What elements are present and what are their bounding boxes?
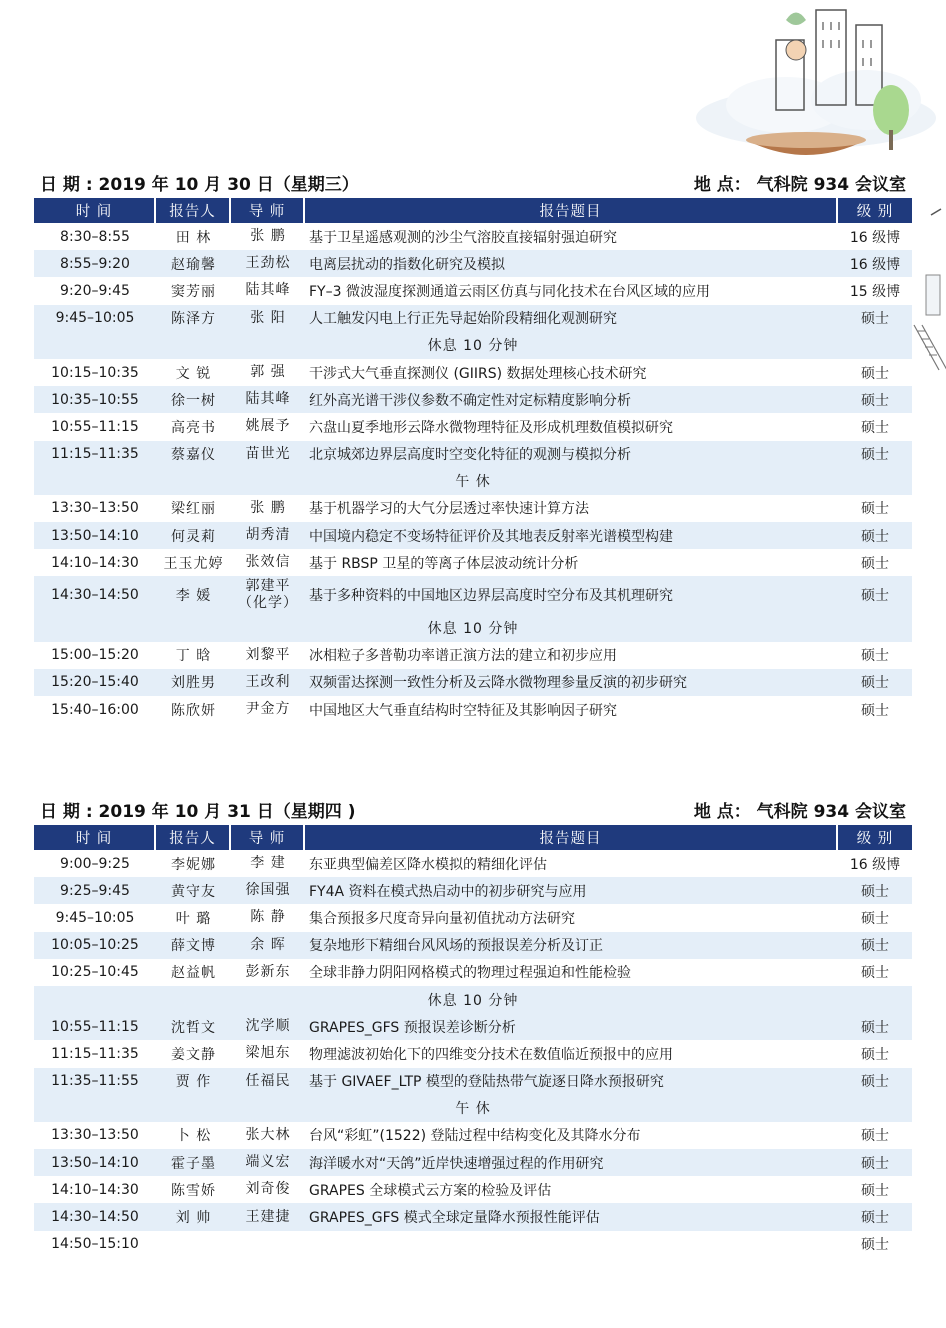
talk-time: 10:25–10:45 [51, 964, 139, 981]
talk-level: 硕士 [861, 648, 889, 665]
talk-speaker: 沈哲文 [156, 1013, 231, 1040]
talk-row [34, 696, 912, 723]
talk-time: 14:10–14:30 [51, 554, 139, 571]
talk-level: 硕士 [861, 702, 889, 719]
talk-time: 10:55–11:15 [51, 418, 139, 435]
talk-advisor: 任福民 [231, 1068, 305, 1095]
header-advisor: 导 师 [231, 198, 305, 223]
session-venue: 地 点： 气科院 934 会议室 [693, 175, 906, 195]
talk-level: 硕士 [861, 965, 889, 982]
talk-title: 基于多种资料的中国地区边界层高度时空分布及其机理研究 [305, 576, 838, 614]
talk-row [34, 305, 912, 332]
talk-row [34, 1176, 912, 1203]
side-decoration [906, 205, 946, 375]
talk-title: 基于 RBSP 卫星的等离子体层波动统计分析 [309, 555, 579, 572]
talk-title: 双频雷达探测一致性分析及云降水微物理参量反演的初步研究 [305, 669, 838, 696]
talk-time: 14:30–14:50 [34, 1203, 156, 1230]
talk-time: 15:40–16:00 [51, 701, 139, 718]
talk-speaker: 丁 晗 [175, 648, 212, 665]
talk-level: 硕士 [838, 522, 912, 549]
talk-speaker: 李妮娜 [171, 856, 216, 873]
talk-advisor: 刘奇俊 [245, 1181, 291, 1198]
talk-advisor: 梁旭东 [245, 1045, 291, 1062]
header-time: 时 间 [34, 198, 156, 223]
talk-title: 电离层扰动的指数化研究及模拟 [305, 250, 838, 277]
city-illustration [666, 0, 946, 175]
talk-level: 硕士 [861, 1182, 889, 1199]
talk-title: FY4A 资料在模式热启动中的初步研究与应用 [305, 877, 838, 904]
talk-level: 15 级博 [849, 283, 901, 300]
talk-speaker: 刘胜男 [156, 669, 231, 696]
talk-speaker: 陈欣妍 [171, 702, 216, 719]
talk-speaker: 陈雪娇 [171, 1182, 216, 1199]
talk-speaker: 李 媛 [156, 576, 231, 614]
talk-speaker: 霍子墨 [156, 1149, 231, 1176]
talk-row [34, 495, 912, 522]
talk-time: 15:00–15:20 [51, 647, 139, 664]
talk-advisor: 徐国强 [231, 877, 305, 904]
header-speaker: 报告人 [156, 198, 231, 223]
talk-time: 13:30–13:50 [51, 500, 139, 517]
break-row [34, 332, 912, 359]
talk-title: FY–3 微波湿度探测通道云雨区仿真与同化技术在台风区域的应用 [309, 283, 710, 300]
talk-title: 中国地区大气垂直结构时空特征及其影响因子研究 [309, 702, 617, 719]
talk-title: 基于卫星遥感观测的沙尘气溶胶直接辐射强迫研究 [309, 229, 617, 246]
talk-time: 11:15–11:35 [34, 441, 156, 468]
talk-time: 10:55–11:15 [34, 1013, 156, 1040]
talk-advisor: 姚展予 [245, 418, 291, 435]
talk-speaker: 何灵莉 [156, 522, 231, 549]
talk-time: 13:30–13:50 [51, 1127, 139, 1144]
talk-row [34, 932, 912, 959]
talk-row [34, 1122, 912, 1149]
talk-speaker: 窦芳丽 [171, 283, 216, 300]
break-row [34, 614, 912, 641]
talk-level: 硕士 [861, 365, 889, 382]
talk-row [34, 669, 912, 696]
header-level: 级 别 [838, 825, 912, 850]
talk-advisor: 胡秀清 [231, 522, 305, 549]
talk-speaker: 姜文静 [171, 1046, 216, 1063]
schedule-day-1 [34, 170, 912, 723]
talk-time: 9:20–9:45 [60, 282, 130, 299]
talk-level: 硕士 [861, 419, 889, 436]
talk-row [34, 576, 912, 614]
talk-title: 东亚典型偏差区降水模拟的精细化评估 [309, 856, 547, 873]
talk-row [34, 1231, 912, 1258]
talk-advisor: 张 鹏 [250, 228, 286, 245]
break-label: 午 休 [34, 1095, 912, 1122]
talk-time: 14:10–14:30 [51, 1181, 139, 1198]
talk-level: 16 级博 [849, 856, 901, 873]
session-header [34, 797, 912, 825]
talk-time: 10:35–10:55 [34, 386, 156, 413]
talk-level: 硕士 [838, 305, 912, 332]
talk-time: 9:00–9:25 [60, 855, 130, 872]
talk-time: 10:05–10:25 [34, 932, 156, 959]
talk-level: 硕士 [838, 1203, 912, 1230]
header-speaker: 报告人 [156, 825, 231, 850]
talk-time: 10:15–10:35 [51, 364, 139, 381]
session-venue: 地 点： 气科院 934 会议室 [693, 802, 906, 822]
talk-title [305, 1231, 838, 1258]
talk-level: 16 级博 [838, 250, 912, 277]
talk-level: 硕士 [838, 576, 912, 614]
talk-level: 硕士 [838, 669, 912, 696]
break-label: 休息 10 分钟 [34, 332, 912, 359]
talk-title: 基于机器学习的大气分层透过率快速计算方法 [309, 501, 589, 518]
talk-row [34, 1203, 912, 1230]
talk-row [34, 441, 912, 468]
talk-title: 台风“彩虹”(1522) 登陆过程中结构变化及其降水分布 [309, 1128, 641, 1145]
talk-row [34, 250, 912, 277]
talk-level: 硕士 [838, 386, 912, 413]
talk-advisor: 李 建 [250, 855, 286, 872]
talk-level: 硕士 [861, 1128, 889, 1145]
talk-row [34, 359, 912, 386]
talk-title: 红外高光谱干涉仪参数不确定性对定标精度影响分析 [305, 386, 838, 413]
talk-speaker: 蔡嘉仪 [156, 441, 231, 468]
talk-title: 干涉式大气垂直探测仪 (GIIRS) 数据处理核心技术研究 [309, 365, 647, 382]
talk-level: 硕士 [838, 1013, 912, 1040]
header-time: 时 间 [34, 825, 156, 850]
talk-speaker: 赵瑜馨 [156, 250, 231, 277]
talk-speaker: 叶 璐 [175, 910, 212, 927]
talk-advisor: 尹金方 [245, 701, 291, 718]
talk-time: 8:30–8:55 [60, 228, 130, 245]
talk-title: 基于 GIVAEF_LTP 模型的登陆热带气旋逐日降水预报研究 [305, 1068, 838, 1095]
talk-advisor: 郭建平（化学） [231, 576, 305, 614]
talk-time: 11:35–11:55 [34, 1068, 156, 1095]
schedule-table [34, 198, 912, 723]
talk-row [34, 877, 912, 904]
talk-row [34, 1068, 912, 1095]
talk-advisor: 王建捷 [231, 1203, 305, 1230]
talk-speaker: 文 锐 [175, 365, 212, 382]
break-row [34, 1095, 912, 1122]
talk-time: 9:25–9:45 [34, 877, 156, 904]
talk-time: 15:20–15:40 [34, 669, 156, 696]
talk-time: 13:50–14:10 [34, 1149, 156, 1176]
talk-level: 硕士 [838, 441, 912, 468]
talk-speaker: 贾 作 [156, 1068, 231, 1095]
talk-speaker [156, 1231, 231, 1258]
talk-advisor: 陆其峰 [231, 386, 305, 413]
break-row [34, 468, 912, 495]
talk-row [34, 904, 912, 931]
talk-row [34, 277, 912, 304]
header-title: 报告题目 [305, 198, 838, 223]
talk-advisor: 王改利 [231, 669, 305, 696]
header-title: 报告题目 [305, 825, 838, 850]
talk-advisor: 苗世光 [231, 441, 305, 468]
break-label: 午 休 [34, 468, 912, 495]
talk-speaker: 薛文博 [156, 932, 231, 959]
talk-title: 全球非静力阴阳网格模式的物理过程强迫和性能检验 [309, 965, 631, 982]
talk-advisor: 陈 静 [250, 909, 286, 926]
talk-level: 硕士 [838, 1068, 912, 1095]
talk-time: 8:55–9:20 [34, 250, 156, 277]
talk-title: GRAPES_GFS 预报误差诊断分析 [305, 1013, 838, 1040]
break-row [34, 986, 912, 1013]
break-label: 休息 10 分钟 [34, 614, 912, 641]
talk-advisor: 余 晖 [231, 932, 305, 959]
talk-title: 复杂地形下精细台风风场的预报误差分析及订正 [305, 932, 838, 959]
talk-title: 集合预报多尺度奇异向量初值扰动方法研究 [309, 910, 575, 927]
session-header [34, 170, 912, 198]
talk-title: 物理滤波初始化下的四维变分技术在数值临近预报中的应用 [309, 1046, 673, 1063]
talk-level: 16 级博 [849, 229, 901, 246]
talk-time: 11:15–11:35 [51, 1045, 139, 1062]
talk-speaker: 徐一树 [156, 386, 231, 413]
talk-title: 六盘山夏季地形云降水微物理特征及形成机理数值模拟研究 [309, 419, 673, 436]
talk-speaker: 卜 松 [175, 1128, 212, 1145]
talk-row [34, 522, 912, 549]
talk-row [34, 386, 912, 413]
talk-time: 9:45–10:05 [34, 305, 156, 332]
talk-row [34, 850, 912, 877]
talk-advisor: 郭 强 [250, 364, 286, 381]
talk-level: 硕士 [838, 932, 912, 959]
talk-speaker: 梁红丽 [171, 501, 216, 518]
talk-row [34, 1040, 912, 1067]
talk-time: 9:45–10:05 [55, 909, 135, 926]
talk-level: 硕士 [861, 555, 889, 572]
talk-title: 冰相粒子多普勒功率谱正演方法的建立和初步应用 [309, 648, 617, 665]
talk-row [34, 223, 912, 250]
talk-speaker: 刘 帅 [156, 1203, 231, 1230]
talk-title: 海洋暖水对“天鸽”近岸快速增强过程的作用研究 [305, 1149, 838, 1176]
talk-speaker: 高亮书 [171, 419, 216, 436]
talk-speaker: 陈泽方 [156, 305, 231, 332]
schedule-day-2 [34, 797, 912, 1258]
talk-row [34, 959, 912, 986]
talk-level: 硕士 [861, 1237, 889, 1254]
talk-advisor: 彭新东 [245, 963, 291, 980]
talk-title: 人工触发闪电上行正先导起始阶段精细化观测研究 [305, 305, 838, 332]
talk-row [34, 642, 912, 669]
talk-title: GRAPES 全球模式云方案的检验及评估 [309, 1182, 552, 1199]
talk-level: 硕士 [861, 1046, 889, 1063]
talk-level: 硕士 [838, 877, 912, 904]
talk-advisor: 刘黎平 [245, 646, 291, 663]
header-advisor: 导 师 [231, 825, 305, 850]
talk-advisor: 张大林 [245, 1126, 291, 1143]
talk-level: 硕士 [861, 910, 889, 927]
talk-time: 14:30–14:50 [34, 576, 156, 614]
talk-title: 北京城郊边界层高度时空变化特征的观测与模拟分析 [305, 441, 838, 468]
talk-speaker: 赵益帆 [171, 965, 216, 982]
session-date: 日 期 : 2019 年 10 月 31 日（星期四 ) [40, 802, 356, 822]
talk-advisor: 王劲松 [231, 250, 305, 277]
talk-advisor: 端义宏 [231, 1149, 305, 1176]
talk-advisor [231, 1231, 305, 1258]
talk-title: 中国境内稳定不变场特征评价及其地表反射率光谱模型构建 [305, 522, 838, 549]
header-level: 级 别 [838, 198, 912, 223]
talk-row [34, 413, 912, 440]
talk-advisor: 张 阳 [231, 305, 305, 332]
talk-advisor: 陆其峰 [245, 282, 291, 299]
schedule-table [34, 825, 912, 1258]
talk-time: 14:50–15:10 [51, 1236, 139, 1253]
talk-speaker: 田 林 [175, 229, 212, 246]
talk-advisor: 张效信 [245, 554, 291, 571]
talk-advisor: 沈学顺 [231, 1013, 305, 1040]
talk-speaker: 黄守友 [156, 877, 231, 904]
talk-level: 硕士 [838, 1149, 912, 1176]
break-label: 休息 10 分钟 [34, 986, 912, 1013]
talk-title: GRAPES_GFS 模式全球定量降水预报性能评估 [305, 1203, 838, 1230]
session-date: 日 期 : 2019 年 10 月 30 日（星期三） [40, 175, 359, 195]
talk-level: 硕士 [861, 501, 889, 518]
talk-speaker: 王玉尤婷 [163, 555, 224, 572]
talk-row [34, 549, 912, 576]
talk-advisor: 张 鹏 [250, 499, 286, 516]
talk-row [34, 1149, 912, 1176]
talk-row [34, 1013, 912, 1040]
talk-time: 13:50–14:10 [34, 522, 156, 549]
